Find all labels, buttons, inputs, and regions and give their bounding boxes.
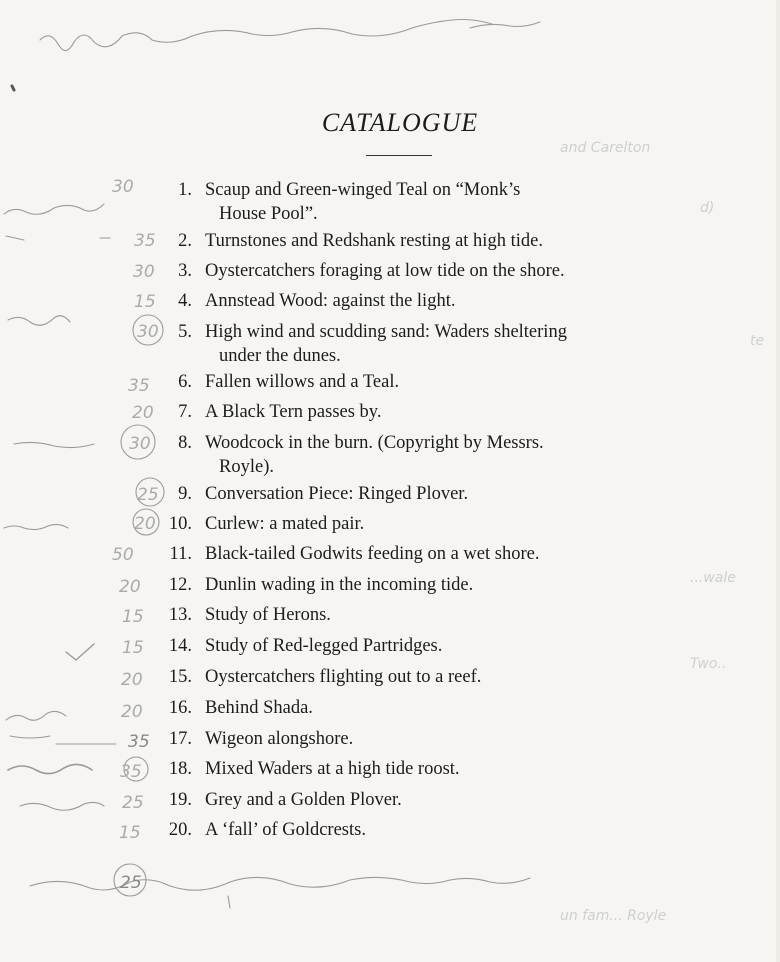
svg-text:20: 20 bbox=[121, 670, 143, 690]
entry-number: 3. bbox=[178, 261, 192, 281]
svg-text:20: 20 bbox=[121, 702, 143, 722]
entry-title: Study of Red-legged Partridges. bbox=[205, 636, 443, 656]
svg-text:and Carelton: and Carelton bbox=[560, 140, 651, 156]
left-scribble-1 bbox=[4, 204, 104, 214]
entry-title: A ‘fall’ of Goldcrests. bbox=[205, 820, 366, 840]
entry-number: 14. bbox=[168, 636, 192, 656]
svg-text:35: 35 bbox=[134, 231, 156, 251]
entry-number: 12. bbox=[168, 575, 192, 595]
entry-title: Oystercatchers foraging at low tide on the shore. bbox=[205, 261, 565, 281]
entry-title: High wind and scudding sand: Waders sheltering bbox=[205, 322, 567, 342]
entry-number: 19. bbox=[168, 790, 192, 810]
svg-text:15: 15 bbox=[134, 292, 156, 312]
svg-text:25: 25 bbox=[137, 485, 159, 505]
svg-text:35: 35 bbox=[128, 376, 150, 396]
entry-title: Mixed Waders at a high tide roost. bbox=[205, 759, 460, 779]
bottom-scribble-2 bbox=[228, 896, 230, 908]
entry-number: 13. bbox=[168, 605, 192, 625]
entry-title: A Black Tern passes by. bbox=[205, 402, 382, 422]
page-edge bbox=[776, 0, 780, 962]
svg-text:25: 25 bbox=[120, 873, 142, 893]
svg-text:20: 20 bbox=[134, 514, 156, 534]
entry-title: Study of Herons. bbox=[205, 605, 331, 625]
title-underline bbox=[366, 155, 432, 156]
svg-text:15: 15 bbox=[119, 823, 141, 843]
entry-number: 10. bbox=[168, 514, 192, 534]
svg-text:20: 20 bbox=[132, 403, 154, 423]
svg-text:te: te bbox=[750, 333, 765, 349]
svg-text:15: 15 bbox=[122, 638, 144, 658]
svg-text:25: 25 bbox=[122, 793, 144, 813]
svg-text:20: 20 bbox=[119, 577, 141, 597]
entry-number: 11. bbox=[169, 544, 192, 564]
top-scribble-2 bbox=[470, 22, 540, 28]
entry-number: 7. bbox=[178, 402, 192, 422]
entry-number: 18. bbox=[168, 759, 192, 779]
entry-number: 8. bbox=[178, 433, 192, 453]
svg-text:...wale: ...wale bbox=[690, 570, 736, 586]
entry-number: 1. bbox=[178, 180, 192, 200]
entry-title: Conversation Piece: Ringed Plover. bbox=[205, 484, 469, 504]
entry-title-continued: House Pool”. bbox=[219, 204, 318, 224]
entry-title-continued: Royle). bbox=[219, 457, 274, 477]
entry-title: Annstead Wood: against the light. bbox=[205, 291, 456, 311]
entry-title-continued: under the dunes. bbox=[219, 346, 341, 366]
entry-number: 20. bbox=[168, 820, 192, 840]
top-scribble bbox=[40, 20, 492, 51]
svg-text:30: 30 bbox=[137, 322, 159, 342]
entry-number: 2. bbox=[178, 231, 192, 251]
page-title: CATALOGUE bbox=[321, 108, 479, 137]
dot-left bbox=[12, 86, 14, 90]
entry-number: 17. bbox=[168, 729, 192, 749]
entry-title: Woodcock in the burn. (Copyright by Messrs. bbox=[205, 433, 544, 453]
entry-title: Oystercatchers flighting out to a reef. bbox=[205, 667, 482, 687]
svg-text:35: 35 bbox=[128, 732, 150, 752]
entry-number: 16. bbox=[168, 698, 192, 718]
svg-text:35: 35 bbox=[120, 762, 142, 782]
svg-text:d): d) bbox=[700, 200, 715, 216]
entry-title: Black-tailed Godwits feeding on a wet shore. bbox=[205, 544, 540, 564]
entry-title: Turnstones and Redshank resting at high tide. bbox=[205, 231, 543, 251]
svg-text:Two..: Two.. bbox=[690, 656, 727, 672]
entry-number: 5. bbox=[178, 322, 192, 342]
svg-text:15: 15 bbox=[122, 607, 144, 627]
svg-text:30: 30 bbox=[133, 262, 155, 282]
entry-number: 6. bbox=[178, 372, 192, 392]
entry-title: Curlew: a mated pair. bbox=[205, 514, 365, 534]
entry-title: Grey and a Golden Plover. bbox=[205, 790, 402, 810]
svg-text:50: 50 bbox=[112, 545, 134, 565]
entry-number: 15. bbox=[168, 667, 192, 687]
entry-number: 4. bbox=[178, 291, 192, 311]
entry-title: Dunlin wading in the incoming tide. bbox=[205, 575, 474, 595]
svg-text:un fam... Royle: un fam... Royle bbox=[560, 908, 667, 924]
entry-number: 9. bbox=[178, 484, 192, 504]
entry-title: Wigeon alongshore. bbox=[205, 729, 354, 749]
entry-title: Fallen willows and a Teal. bbox=[205, 372, 400, 392]
bottom-scribble bbox=[30, 877, 530, 890]
entry-title: Scaup and Green-winged Teal on “Monk’s bbox=[205, 180, 521, 200]
entry-title: Behind Shada. bbox=[205, 698, 313, 718]
svg-text:30: 30 bbox=[112, 177, 134, 197]
svg-text:30: 30 bbox=[129, 434, 151, 454]
